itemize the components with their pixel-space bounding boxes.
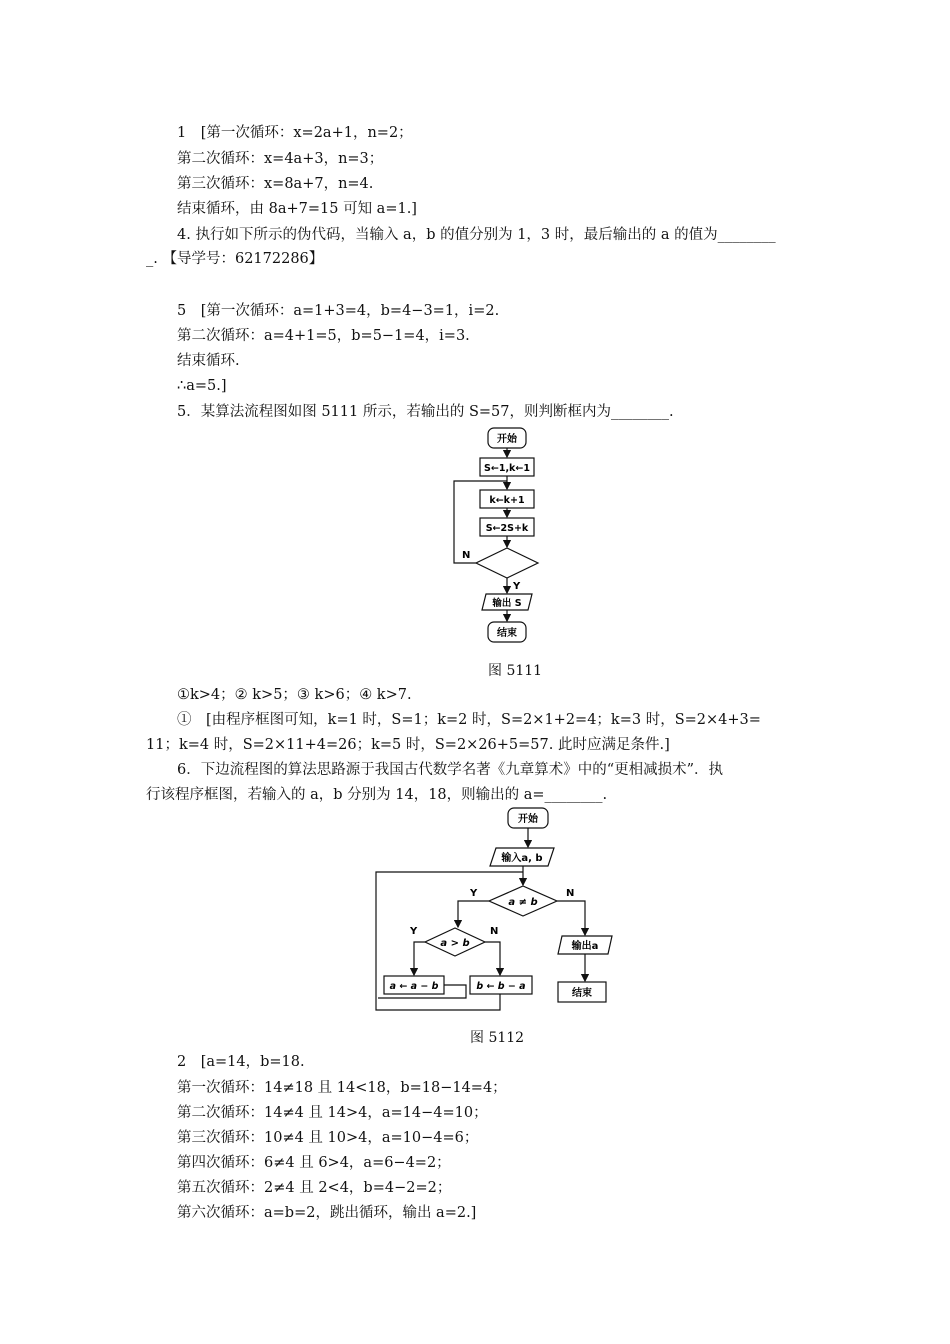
flow2-no1-label: N [566, 888, 575, 899]
q5-question: 5．某算法流程图如图 5111 所示，若输出的 S=57，则判断框内为________. [177, 404, 674, 420]
q6-question-line-2: 行该程序框图，若输入的 a，b 分别为 14，18，则输出的 a=________. [146, 787, 608, 803]
q6-answer-line-4: 第三次循环：10≠4 且 10>4，a=10−4=6； [177, 1130, 479, 1146]
flow2-start: 开始 [518, 814, 538, 825]
q4-answer-line-4: ∴a=5.] [177, 378, 227, 394]
q3-answer-line-3: 第三次循环：x=8a+7，n=4. [177, 176, 374, 192]
flow2-right-box: b ← b − a [476, 981, 526, 992]
flow1-end: 结束 [497, 628, 517, 639]
flow2-cond-gt: a > b [440, 938, 470, 949]
q6-question-line-1: 6．下边流程图的算法思路源于我国古代数学名著《九章算术》中的“更相减损术”．执 [177, 762, 724, 778]
q3-answer-line-2: 第二次循环：x=4a+3，n=3； [177, 151, 384, 167]
flow2-yes1-label: Y [470, 888, 478, 899]
q3-answer-line-1: 1 [第一次循环：x=2a+1，n=2； [177, 125, 413, 141]
q6-answer-line-5: 第四次循环：6≠4 且 6>4，a=6−4=2； [177, 1155, 451, 1171]
flow2-yes2-label: Y [410, 926, 418, 937]
figure-5111-caption: 图 5111 [488, 663, 543, 679]
flow1-init: S←1,k←1 [484, 463, 530, 474]
flow1-start: 开始 [497, 434, 517, 445]
figure-5112-caption: 图 5112 [470, 1030, 525, 1046]
q6-answer-line-2: 第一次循环：14≠18 且 14<18，b=18−14=4； [177, 1080, 507, 1096]
q6-answer-line-7: 第六次循环：a=b=2，跳出循环，输出 a=2.] [177, 1205, 477, 1221]
flowchart-5111 [440, 420, 560, 652]
flow2-cond-neq: a ≠ b [508, 897, 538, 908]
flow1-step1: k←k+1 [489, 495, 525, 506]
flow2-end: 结束 [572, 988, 592, 999]
q6-answer-line-1: 2 [a=14，b=18. [177, 1054, 305, 1070]
q4-question-line-1: 4. 执行如下所示的伪代码，当输入 a，b 的值分别为 1，3 时，最后输出的 a 的值为________ [177, 227, 776, 243]
flow1-output: 输出 S [492, 598, 522, 609]
flow2-no2-label: N [490, 926, 499, 937]
q5-options: ①k>4；② k>5；③ k>6；④ k>7. [177, 687, 412, 703]
flow2-input: 输入a, b [501, 853, 543, 864]
q6-answer-line-3: 第二次循环：14≠4 且 14>4，a=14−4=10； [177, 1105, 488, 1121]
q5-answer-line-2: 11；k=4 时，S=2×11+4=26；k=5 时，S=2×26+5=57. 此时应满足条件.] [146, 737, 670, 753]
q4-question-line-2: _. 【导学号：62172286】 [146, 251, 324, 267]
q4-answer-line-3: 结束循环. [177, 353, 240, 369]
flowchart-5112 [370, 800, 620, 1018]
q4-answer-line-1: 5 [第一次循环：a=1+3=4，b=4−3=1，i=2. [177, 303, 500, 319]
flow1-step2: S←2S+k [485, 523, 529, 534]
q4-answer-line-2: 第二次循环：a=4+1=5，b=5−1=4，i=3. [177, 328, 470, 344]
flow1-yes-label: Y [513, 581, 521, 592]
flow1-no-label: N [462, 550, 471, 561]
flow2-output: 输出a [571, 941, 599, 952]
q5-answer-line-1: ① [由程序框图可知，k=1 时，S=1；k=2 时，S=2×1+2=4；k=3 时，S=2×4+3= [177, 712, 761, 728]
q6-answer-line-6: 第五次循环：2≠4 且 2<4，b=4−2=2； [177, 1180, 452, 1196]
q3-answer-line-4: 结束循环，由 8a+7=15 可知 a=1.] [177, 201, 417, 217]
flow2-left-box: a ← a − b [389, 981, 439, 992]
